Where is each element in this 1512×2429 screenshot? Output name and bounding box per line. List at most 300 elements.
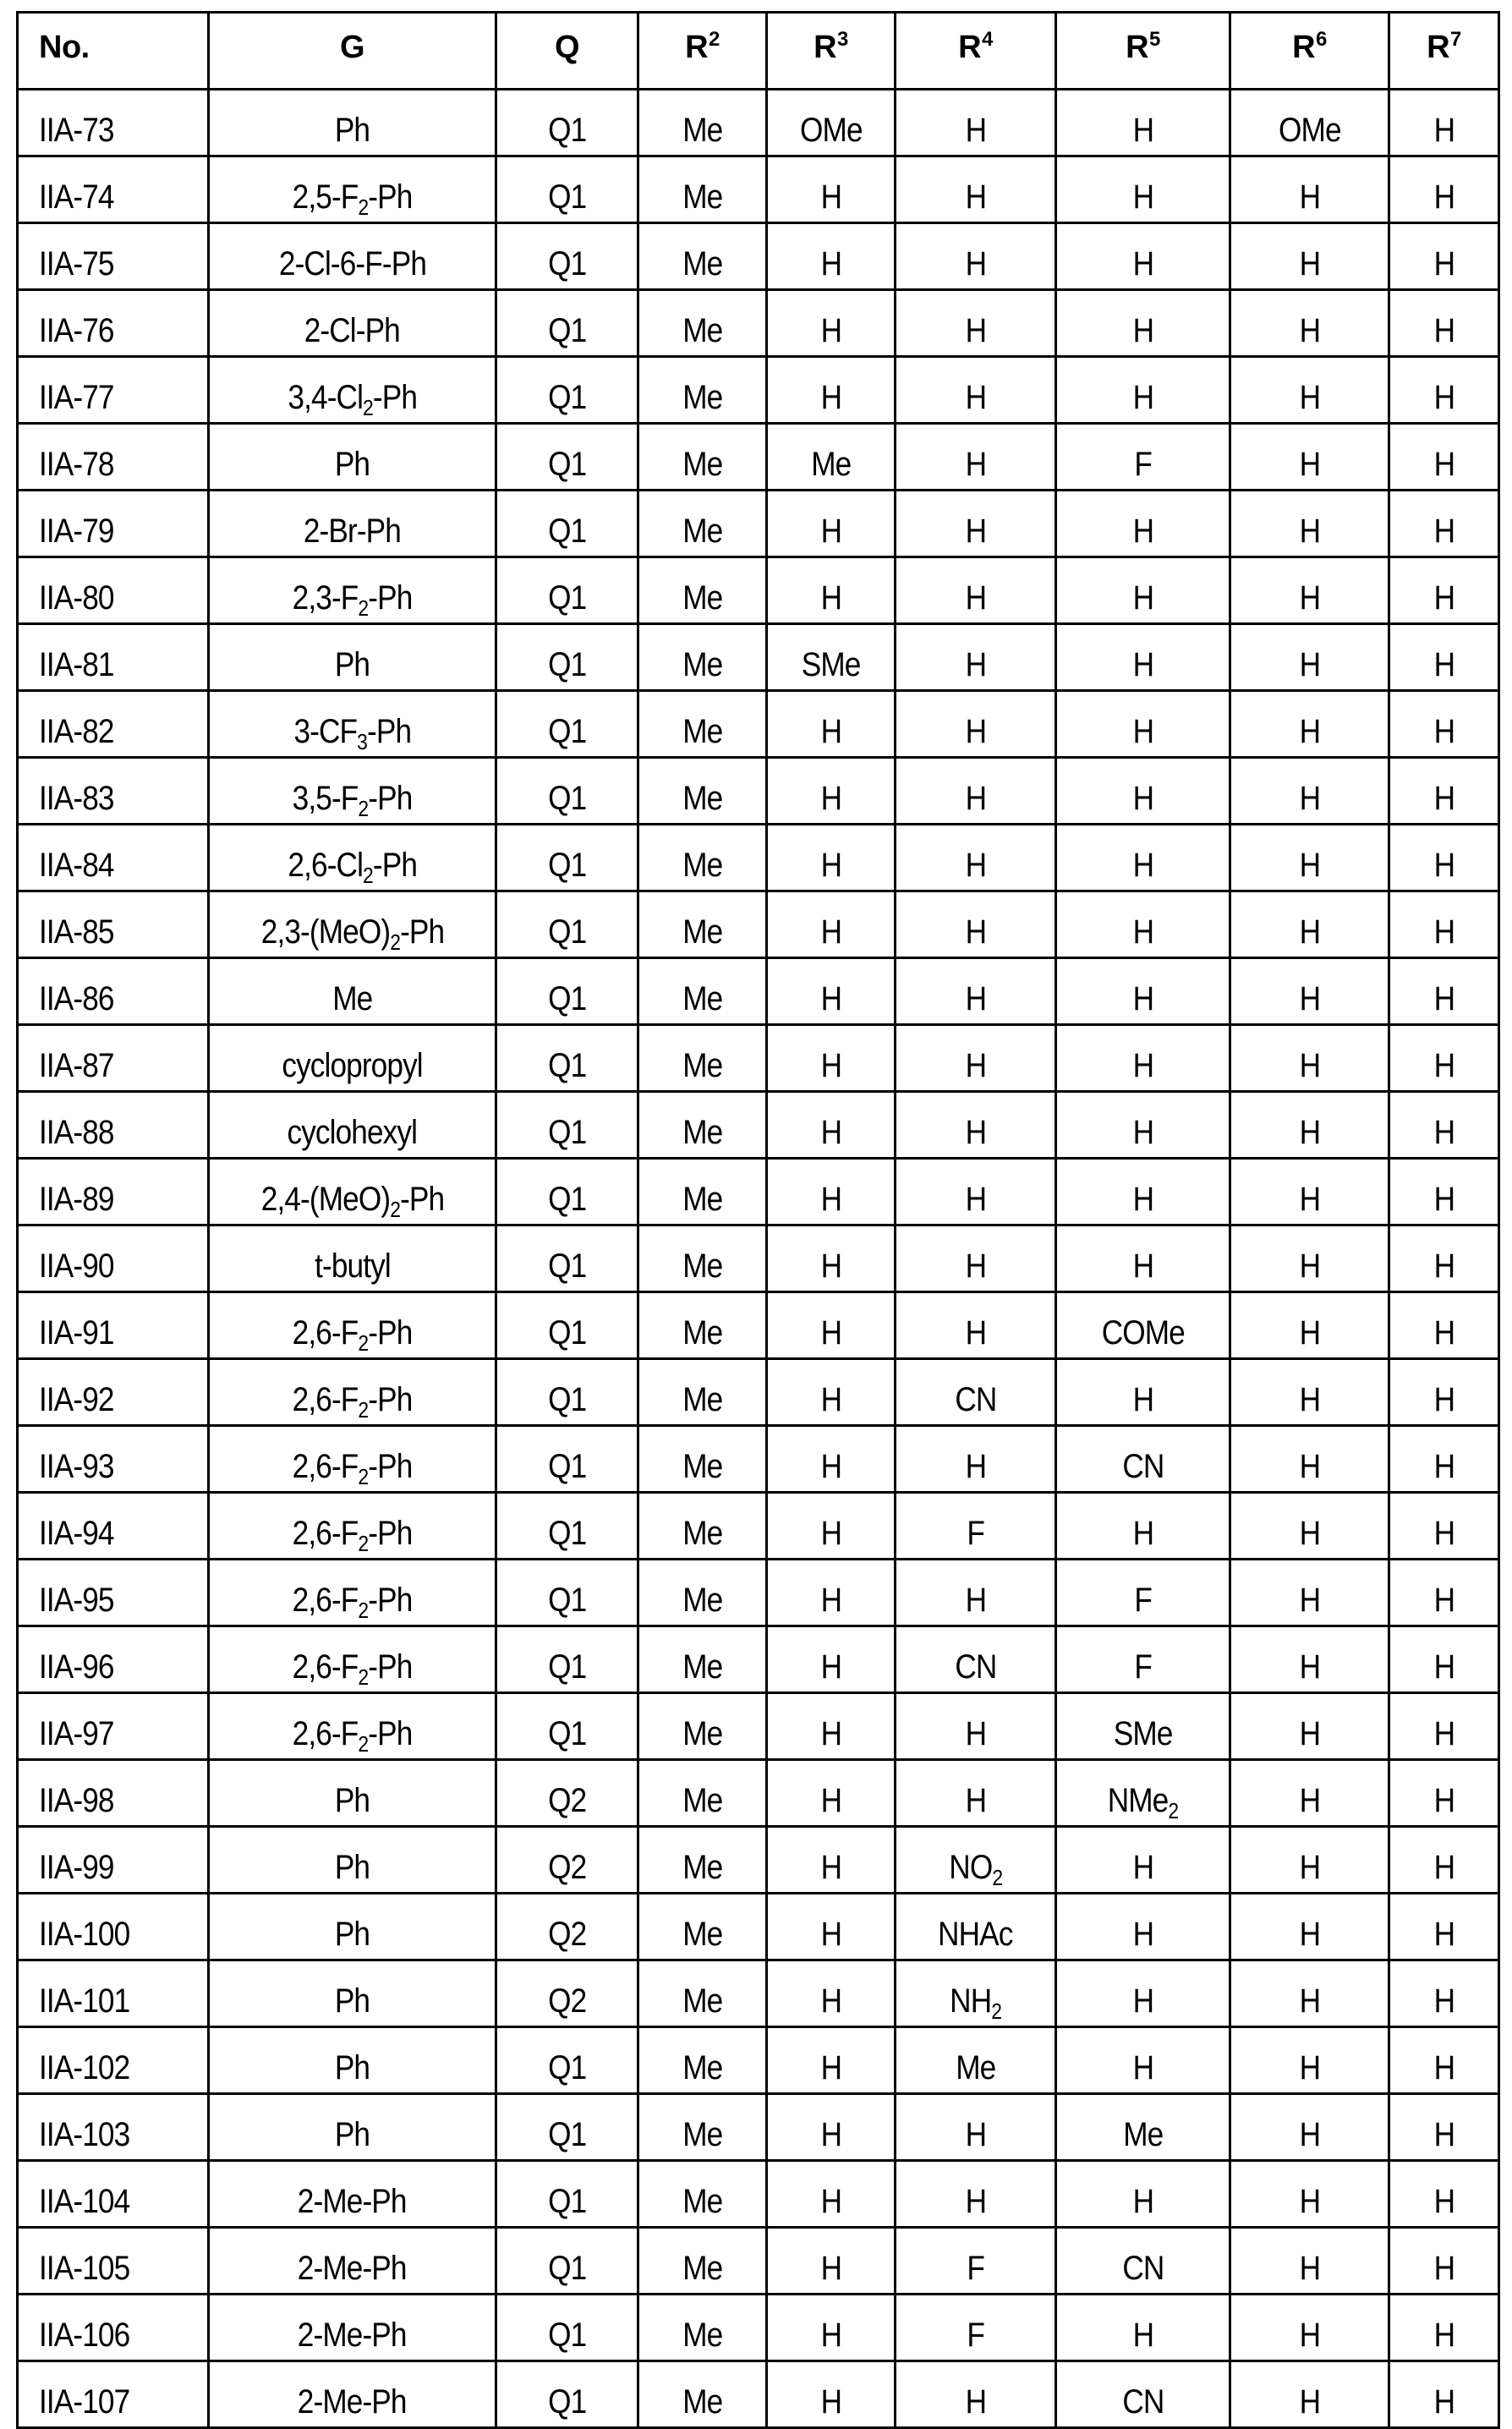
cell-r3 [767, 223, 896, 290]
cell-r3 [767, 1159, 896, 1225]
cell-value: H [1132, 1982, 1153, 2020]
cell-value: 2-Me-Ph [298, 2383, 407, 2421]
cell-value: H [820, 980, 841, 1017]
cell-value: H [965, 1782, 986, 1819]
header-label: R [1427, 29, 1450, 65]
cell-r5 [1056, 1960, 1230, 2027]
cell-value: H [1433, 980, 1454, 1017]
cell-r3 [767, 90, 896, 156]
cell-r7 [1389, 2361, 1499, 2428]
cell-g [209, 1960, 496, 2027]
cell-r7 [1389, 357, 1499, 424]
cell-r5 [1056, 1760, 1230, 1827]
table-row [18, 1292, 1499, 1359]
cell-g [209, 624, 496, 691]
cell-g [209, 1760, 496, 1827]
cell-r4 [896, 2094, 1056, 2161]
cell-value: H [820, 780, 841, 817]
cell-r3 [767, 1359, 896, 1426]
cell-value: Me [682, 1782, 723, 1819]
cell-r6 [1230, 1225, 1389, 1292]
cell-value: OMe [1278, 112, 1341, 149]
cell-g [209, 1693, 496, 1760]
cell-value: H [965, 178, 986, 216]
cell-r2 [638, 1292, 767, 1359]
cell-r4 [896, 1760, 1056, 1827]
cell-no [18, 1493, 209, 1560]
cell-r3 [767, 2027, 896, 2094]
cell-r7 [1389, 891, 1499, 958]
cell-g [209, 1225, 496, 1292]
cell-value: t-butyl [314, 1247, 391, 1285]
cell-value: H [820, 1448, 841, 1485]
cell-r4 [896, 825, 1056, 891]
subscript: 3 [356, 729, 367, 754]
cell-value: IIA-107 [39, 2383, 130, 2421]
cell-q [496, 2295, 638, 2361]
cell-value: Q1 [547, 379, 587, 416]
cell-r6 [1230, 1894, 1389, 1960]
cell-value: H [820, 1381, 841, 1418]
cell-g [209, 2161, 496, 2228]
cell-r6 [1230, 357, 1389, 424]
cell-value: H [820, 2317, 841, 2354]
cell-value: Q1 [547, 1582, 587, 1619]
cell-value: IIA-81 [39, 646, 114, 683]
cell-value: H [965, 379, 986, 416]
cell-no [18, 1894, 209, 1960]
cell-r3 [767, 290, 896, 357]
cell-value: H [820, 2183, 841, 2220]
cell-r2 [638, 958, 767, 1025]
cell-q [496, 1827, 638, 1894]
cell-value: H [1433, 1515, 1454, 1552]
cell-value: $3,4-Cl_2-Ph$ [288, 379, 417, 420]
cell-value: H [965, 2183, 986, 2220]
header-label: R [814, 29, 837, 65]
cell-value: IIA-95 [39, 1582, 114, 1619]
cell-value: H [1433, 780, 1454, 817]
cell-value: IIA-94 [39, 1515, 114, 1552]
cell-r3 [767, 2295, 896, 2361]
subscript: 2 [358, 1397, 369, 1423]
cell-value: H [965, 713, 986, 750]
cell-value: H [1433, 1314, 1454, 1352]
cell-g [209, 223, 496, 290]
cell-value: H [1433, 2250, 1454, 2287]
cell-value: Q1 [547, 579, 587, 617]
cell-value: IIA-83 [39, 780, 114, 817]
header-r7 [1389, 13, 1499, 90]
cell-value: CN [1121, 1448, 1164, 1485]
cell-g [209, 1359, 496, 1426]
cell-g [209, 290, 496, 357]
table-row [18, 290, 1499, 357]
cell-value: $3-CF_3-Ph$ [293, 713, 411, 754]
cell-r5 [1056, 2228, 1230, 2295]
cell-value: H [1299, 1515, 1320, 1552]
cell-value: Q1 [547, 312, 587, 349]
cell-r2 [638, 1359, 767, 1426]
cell-r7 [1389, 758, 1499, 825]
cell-r4 [896, 891, 1056, 958]
cell-value: H [820, 1982, 841, 2020]
table-row [18, 2228, 1499, 2295]
cell-q [496, 2228, 638, 2295]
cell-g [209, 424, 496, 491]
cell-g [209, 2027, 496, 2094]
cell-value: H [965, 1114, 986, 1151]
cell-no [18, 156, 209, 223]
cell-value: H [1299, 1982, 1320, 2020]
cell-value: IIA-75 [39, 245, 114, 282]
cell-r2 [638, 1560, 767, 1626]
cell-r5 [1056, 1426, 1230, 1493]
cell-r7 [1389, 1092, 1499, 1159]
cell-value: H [1433, 1047, 1454, 1084]
cell-r4 [896, 424, 1056, 491]
table-row [18, 1493, 1499, 1560]
cell-value: Me [682, 1181, 723, 1218]
cell-g [209, 1159, 496, 1225]
cell-r7 [1389, 1292, 1499, 1359]
cell-value: H [1433, 1782, 1454, 1819]
cell-value: IIA-79 [39, 513, 114, 550]
cell-q [496, 1092, 638, 1159]
cell-value: H [1132, 112, 1153, 149]
cell-r4 [896, 1225, 1056, 1292]
cell-no [18, 2361, 209, 2428]
cell-value: Me [682, 2317, 723, 2354]
cell-q [496, 1894, 638, 1960]
cell-value: H [820, 713, 841, 750]
cell-value: Q1 [547, 2317, 587, 2354]
header-superscript: 4 [982, 27, 993, 51]
subscript: 2 [358, 1330, 369, 1356]
cell-r3 [767, 2094, 896, 2161]
cell-r4 [896, 1626, 1056, 1693]
cell-g [209, 891, 496, 958]
cell-value: Q1 [547, 2049, 587, 2086]
cell-value: Me [682, 178, 723, 216]
cell-value: H [1132, 1916, 1153, 1953]
cell-value: Me [810, 446, 852, 483]
cell-value: H [1299, 513, 1320, 550]
cell-r6 [1230, 2161, 1389, 2228]
cell-r7 [1389, 1626, 1499, 1693]
cell-value: cyclohexyl [287, 1114, 418, 1151]
cell-no [18, 891, 209, 958]
subscript: 2 [389, 929, 400, 955]
cell-r5 [1056, 1225, 1230, 1292]
cell-value: IIA-93 [39, 1448, 114, 1485]
table-row [18, 491, 1499, 557]
cell-value: Ph [334, 446, 370, 483]
cell-r2 [638, 90, 767, 156]
cell-value: Q1 [547, 1114, 587, 1151]
subscript: 2 [358, 195, 369, 220]
cell-value: Me [682, 1381, 723, 1418]
cell-g [209, 958, 496, 1025]
cell-value: H [1433, 1381, 1454, 1418]
cell-value: H [1132, 847, 1153, 884]
cell-value: IIA-103 [39, 2116, 130, 2153]
cell-value: H [965, 1047, 986, 1084]
cell-q [496, 156, 638, 223]
cell-value: $2,6-F_2-Ph$ [292, 1515, 413, 1556]
cell-value: H [1132, 379, 1153, 416]
cell-value: H [820, 513, 841, 550]
cell-r7 [1389, 1693, 1499, 1760]
cell-value: H [1299, 312, 1320, 349]
cell-r4 [896, 1827, 1056, 1894]
cell-value: IIA-88 [39, 1114, 114, 1151]
cell-r4 [896, 2295, 1056, 2361]
cell-value: H [965, 2383, 986, 2421]
cell-value: H [820, 1114, 841, 1151]
cell-value: 2-Me-Ph [298, 2250, 407, 2287]
subscript: 2 [358, 595, 369, 621]
cell-no [18, 1426, 209, 1493]
cell-r7 [1389, 223, 1499, 290]
cell-r7 [1389, 90, 1499, 156]
cell-value: Q1 [547, 446, 587, 483]
cell-value: H [1132, 1181, 1153, 1218]
cell-value: Me [682, 1582, 723, 1619]
cell-value: H [1433, 913, 1454, 951]
cell-value: $2,6-F_2-Ph$ [292, 1448, 413, 1489]
table-row [18, 223, 1499, 290]
cell-value: H [1299, 178, 1320, 216]
cell-r5 [1056, 1092, 1230, 1159]
table-row [18, 90, 1499, 156]
table-row [18, 2161, 1499, 2228]
cell-r6 [1230, 90, 1389, 156]
cell-value: CN [954, 1648, 997, 1686]
cell-value: Q1 [547, 1314, 587, 1352]
cell-value: H [1433, 2383, 1454, 2421]
cell-g [209, 1092, 496, 1159]
cell-value: Me [1122, 2116, 1164, 2153]
cell-r4 [896, 357, 1056, 424]
cell-value: H [965, 780, 986, 817]
cell-value: IIA-97 [39, 1715, 114, 1752]
header-r2 [638, 13, 767, 90]
cell-value: H [1299, 1381, 1320, 1418]
cell-no [18, 1225, 209, 1292]
cell-value: Q1 [547, 1047, 587, 1084]
cell-q [496, 1359, 638, 1426]
cell-r3 [767, 624, 896, 691]
header-superscript: 2 [709, 27, 720, 51]
cell-value: $2,3-F_2-Ph$ [292, 579, 413, 621]
cell-value: H [820, 1047, 841, 1084]
cell-value: H [1132, 1515, 1153, 1552]
header-r5 [1056, 13, 1230, 90]
cell-r2 [638, 156, 767, 223]
table-row [18, 2027, 1499, 2094]
cell-value: H [1433, 579, 1454, 617]
cell-value: Q1 [547, 1381, 587, 1418]
table-row [18, 156, 1499, 223]
cell-q [496, 90, 638, 156]
cell-r3 [767, 1225, 896, 1292]
cell-value: Q2 [547, 1849, 587, 1886]
cell-value: F [967, 1515, 984, 1552]
cell-r3 [767, 1292, 896, 1359]
cell-value: H [1433, 847, 1454, 884]
cell-value: H [1299, 1916, 1320, 1953]
cell-value: H [1433, 1648, 1454, 1686]
cell-value: Ph [334, 1849, 370, 1886]
cell-r5 [1056, 290, 1230, 357]
header-label: G [339, 29, 365, 65]
cell-no [18, 1960, 209, 2027]
cell-r3 [767, 1092, 896, 1159]
header-superscript: 3 [837, 27, 848, 51]
cell-value: H [820, 579, 841, 617]
cell-value: H [1299, 1715, 1320, 1752]
cell-value: H [1433, 1181, 1454, 1218]
cell-value: Me [682, 2383, 723, 2421]
cell-value: IIA-82 [39, 713, 114, 750]
cell-r2 [638, 2361, 767, 2428]
cell-value: Me [682, 1314, 723, 1352]
cell-value: CN [1121, 2250, 1164, 2287]
cell-r7 [1389, 1894, 1499, 1960]
cell-r3 [767, 1894, 896, 1960]
cell-g [209, 2361, 496, 2428]
cell-r7 [1389, 557, 1499, 624]
cell-value: H [1433, 513, 1454, 550]
cell-value: H [1132, 980, 1153, 1017]
cell-r7 [1389, 1960, 1499, 2027]
cell-r3 [767, 557, 896, 624]
cell-value: F [1134, 1582, 1152, 1619]
cell-value: IIA-86 [39, 980, 114, 1017]
cell-r7 [1389, 1760, 1499, 1827]
compound-table [16, 11, 1500, 2429]
table-row [18, 1693, 1499, 1760]
cell-r5 [1056, 758, 1230, 825]
cell-value: IIA-105 [39, 2250, 130, 2287]
cell-g [209, 1292, 496, 1359]
cell-value: Ph [334, 2049, 370, 2086]
table-row [18, 1960, 1499, 2027]
cell-r5 [1056, 1159, 1230, 1225]
cell-value: H [1132, 1247, 1153, 1285]
cell-value: Me [682, 379, 723, 416]
cell-value: $2,6-Cl_2-Ph$ [288, 847, 417, 888]
header-no [18, 13, 209, 90]
cell-r3 [767, 758, 896, 825]
header-superscript: 6 [1316, 27, 1327, 51]
cell-value: $2,6-F_2-Ph$ [292, 1648, 413, 1690]
cell-q [496, 1159, 638, 1225]
cell-r5 [1056, 557, 1230, 624]
cell-value: H [1299, 2250, 1320, 2287]
cell-value: H [1433, 1247, 1454, 1285]
cell-value: Me [682, 646, 723, 683]
header-r6 [1230, 13, 1389, 90]
cell-value: H [965, 446, 986, 483]
cell-r7 [1389, 2094, 1499, 2161]
cell-r6 [1230, 2027, 1389, 2094]
cell-value: Q2 [547, 1982, 587, 2020]
header-row [18, 13, 1499, 90]
cell-r7 [1389, 491, 1499, 557]
cell-no [18, 1693, 209, 1760]
cell-value: H [1132, 245, 1153, 282]
cell-no [18, 1159, 209, 1225]
cell-value: H [1132, 1047, 1153, 1084]
cell-q [496, 223, 638, 290]
cell-no [18, 2027, 209, 2094]
cell-r5 [1056, 1493, 1230, 1560]
table-row [18, 2094, 1499, 2161]
table-row [18, 2295, 1499, 2361]
cell-q [496, 2094, 638, 2161]
cell-value: Q1 [547, 980, 587, 1017]
cell-value: H [1299, 2116, 1320, 2153]
cell-q [496, 1960, 638, 2027]
cell-value: H [1299, 379, 1320, 416]
cell-r5 [1056, 1626, 1230, 1693]
cell-g [209, 90, 496, 156]
cell-r5 [1056, 1827, 1230, 1894]
cell-value: Me [682, 1047, 723, 1084]
cell-value: Q1 [547, 1448, 587, 1485]
cell-r2 [638, 691, 767, 758]
cell-q [496, 424, 638, 491]
subscript: 2 [991, 1999, 1001, 2024]
cell-value: 2-Me-Ph [298, 2183, 407, 2220]
cell-r3 [767, 1827, 896, 1894]
cell-value: IIA-106 [39, 2317, 130, 2354]
cell-r4 [896, 1092, 1056, 1159]
cell-r3 [767, 1693, 896, 1760]
cell-r5 [1056, 1560, 1230, 1626]
cell-value: H [1132, 178, 1153, 216]
cell-r4 [896, 1359, 1056, 1426]
subscript: 2 [358, 796, 369, 821]
cell-g [209, 156, 496, 223]
cell-g [209, 1626, 496, 1693]
cell-g [209, 557, 496, 624]
cell-r5 [1056, 223, 1230, 290]
cell-no [18, 357, 209, 424]
cell-value: H [820, 1515, 841, 1552]
cell-r6 [1230, 156, 1389, 223]
cell-r2 [638, 1493, 767, 1560]
cell-value: H [1433, 646, 1454, 683]
cell-value: Me [682, 1247, 723, 1285]
cell-r2 [638, 1225, 767, 1292]
cell-r5 [1056, 2094, 1230, 2161]
cell-r5 [1056, 958, 1230, 1025]
cell-r6 [1230, 1292, 1389, 1359]
cell-value: $2,5-F_2-Ph$ [292, 178, 413, 220]
cell-r2 [638, 1092, 767, 1159]
cell-r2 [638, 2094, 767, 2161]
cell-value: H [1433, 446, 1454, 483]
cell-q [496, 2161, 638, 2228]
cell-r2 [638, 1760, 767, 1827]
cell-r2 [638, 1426, 767, 1493]
cell-r2 [638, 1626, 767, 1693]
cell-value: CN [1121, 2383, 1164, 2421]
cell-value: OMe [799, 112, 863, 149]
